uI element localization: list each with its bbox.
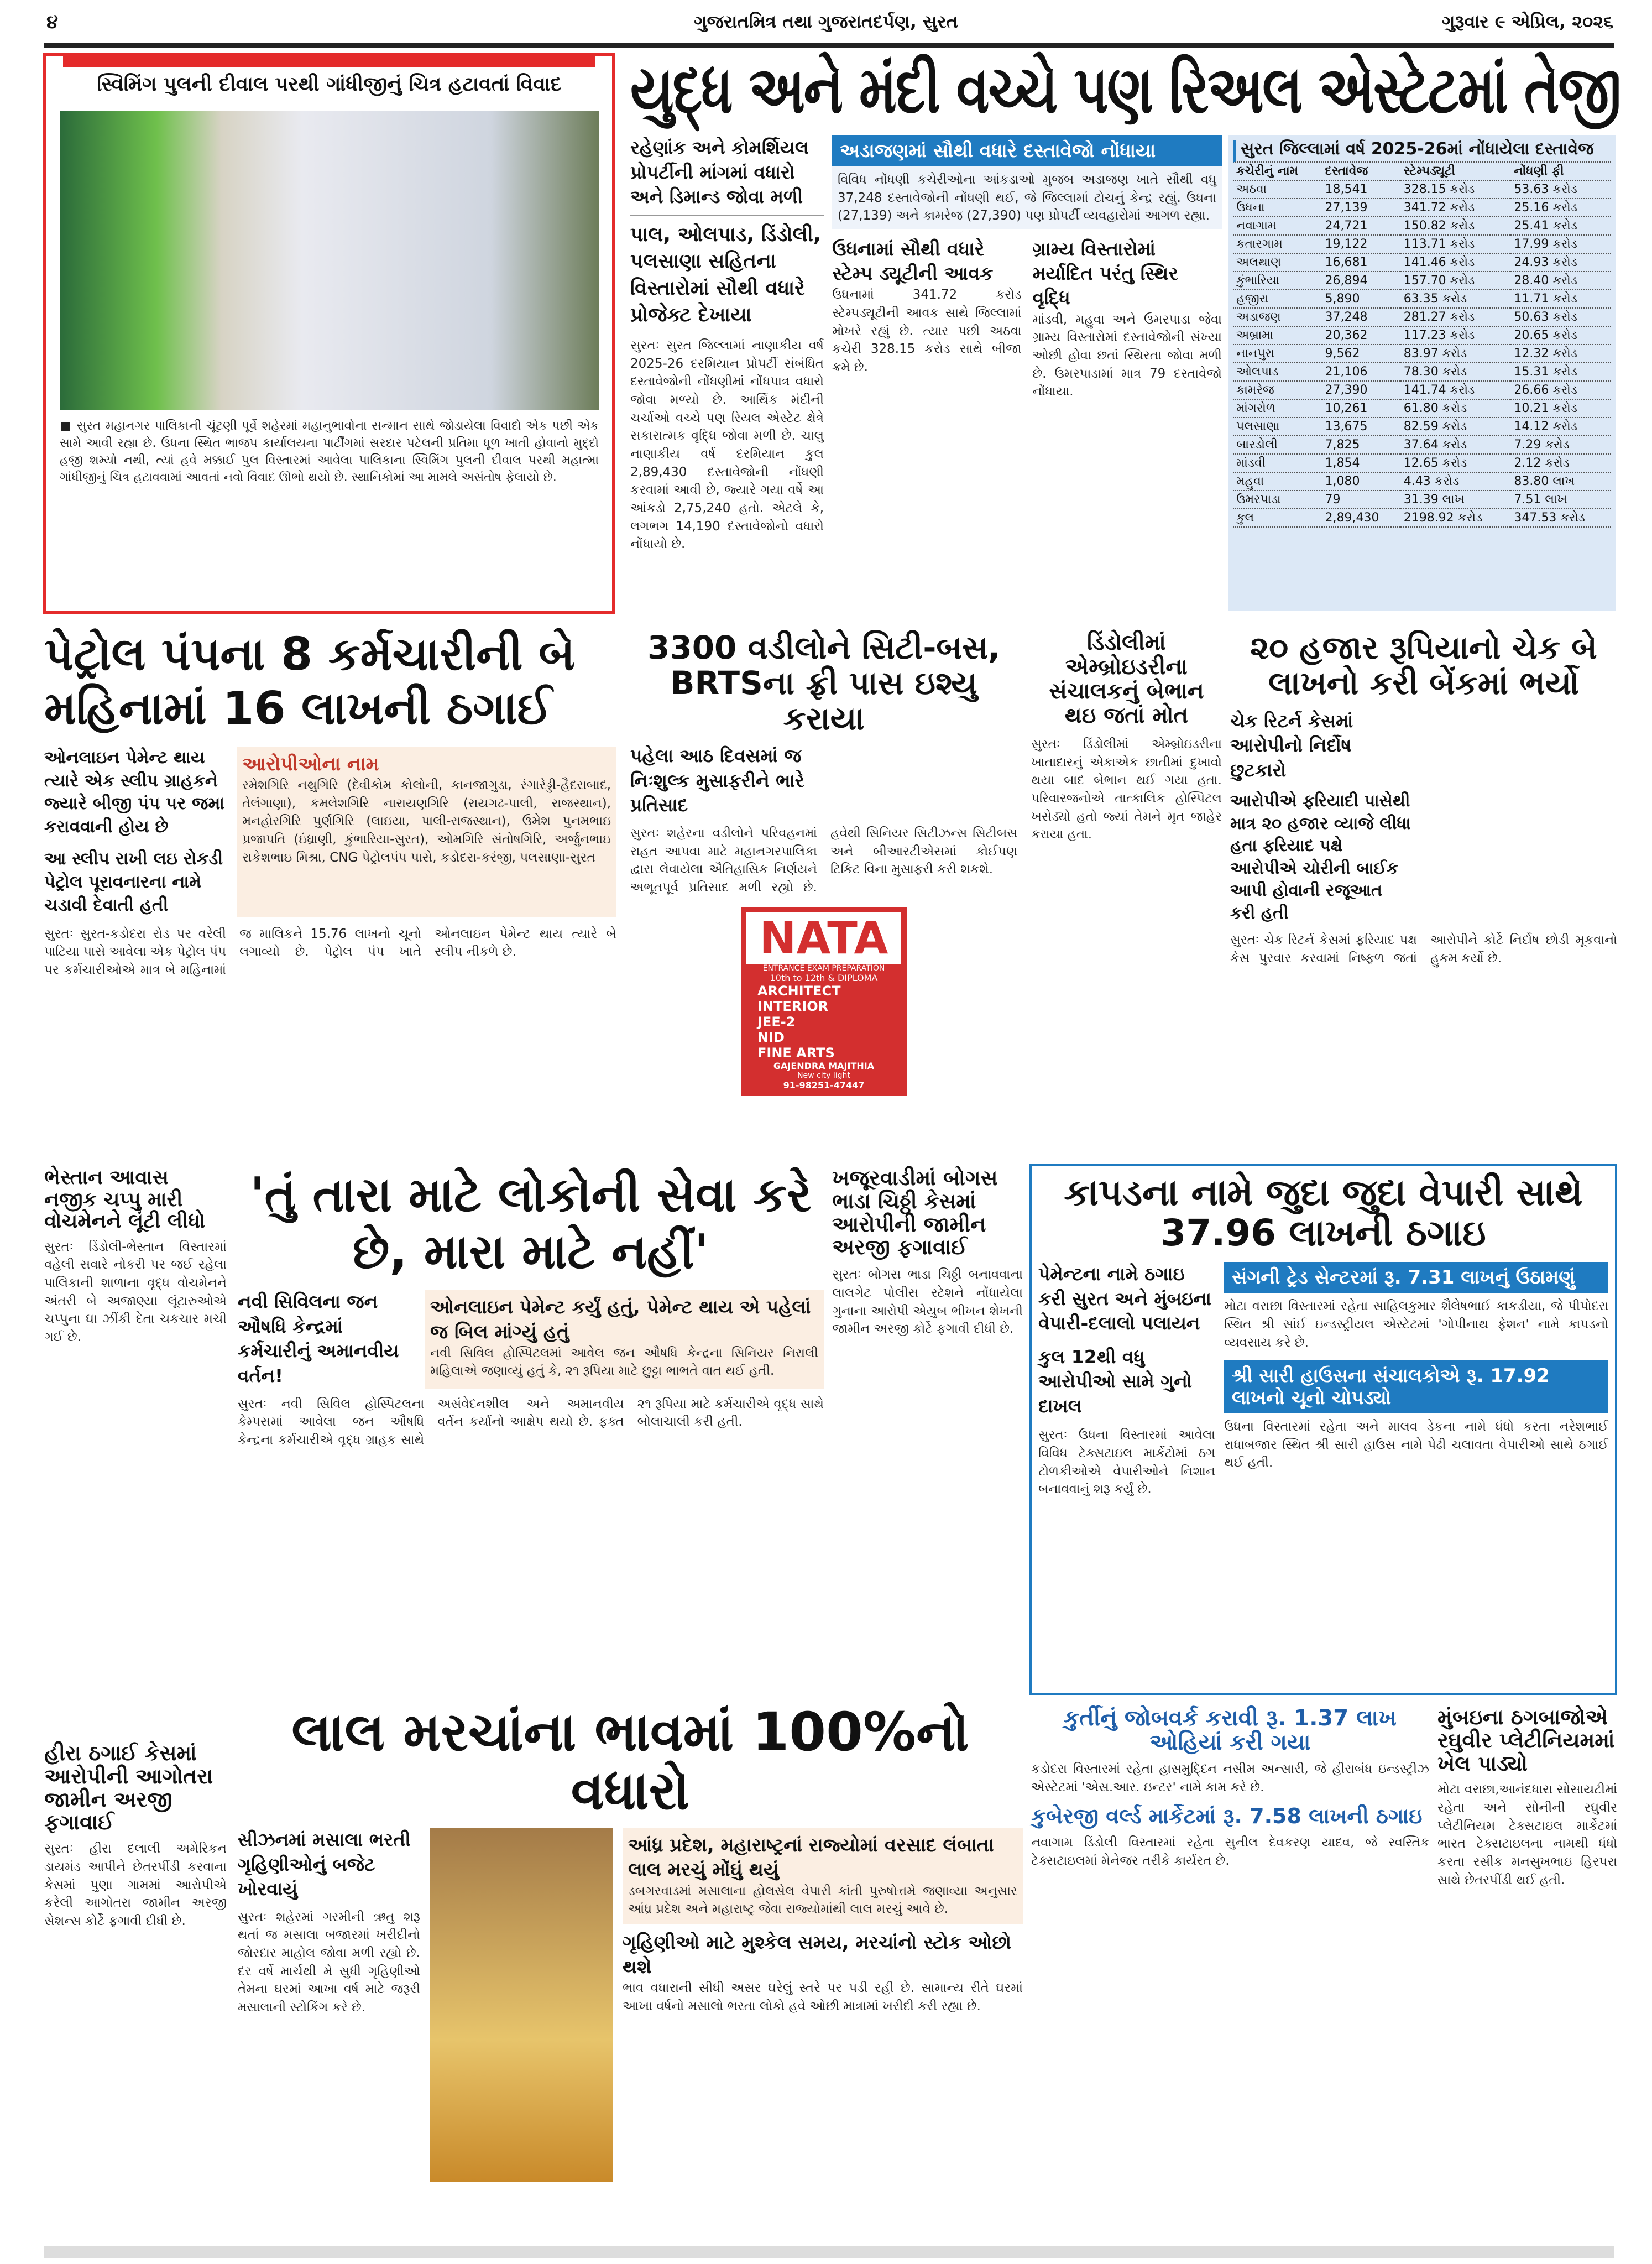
table-header-cell: દસ્તાવેજ [1322,163,1400,180]
table-cell: પલસાણા [1233,418,1322,436]
cheque-body: સુરતઃ ચેક રિટર્ન કેસમાં ફરિયાદ પક્ષ કેસ પુરવાર કરવામાં નિષ્ફળ જતાં આરોપીને કોર્ટે નિર્દોષ છોડી મૂકવાનો હુકમ કર્યો છે. [1230,933,1617,966]
table-cell: 157.70 કરોડ [1400,272,1511,290]
table-cell: કતારગામ [1233,235,1322,253]
lead-intro-column [630,135,824,554]
lead-headline-wrap [630,51,1620,129]
table-cell: હજીરા [1233,290,1322,308]
nata-ad[interactable] [741,907,907,1096]
cheque-intro2: આરોપીએ ફરિયાદી પાસેથી માત્ર ૨૦ હજાર વ્યાજે લીધા હતા ફરિયાદ પક્ષે આરોપીએ ચોરીની બાઈક આપી હોવાની રજૂઆત કરી હતી [1230,791,1411,923]
table-row [1233,436,1611,454]
table-cell: 82.59 કરોડ [1400,418,1511,436]
mumbai-headline: મુંબઇના ઠગબાજોએ રઘુવીર પ્લેટીનિયમમાં ખેલ પાડ્યો [1437,1705,1615,1776]
table-cell: અલથાણ [1233,253,1322,272]
page-number: ૪ [46,11,59,33]
marcha-intro: સીઝનમાં મસાલા ભરતી ગૃહિણીઓનું બજેટ ખોરવાયું [238,1829,411,1900]
table-cell: 281.27 કરોડ [1400,308,1511,326]
lead-headline: યુદ્ધ અને મંદી વચ્ચે પણ રિઅલ એસ્ટેટમાં તેજી [630,51,1620,128]
table-cell: 78.30 કરોડ [1400,363,1511,381]
table-cell: ઉમરપાડા [1233,491,1322,509]
marcha-headline: લાલ મરચાંના ભાવમાં 100%નો વધારો [291,1701,969,1822]
gandhi-body: ■ સુરત મહાનગર પાલિકાની ચૂંટણી પૂર્વે શહેરમાં મહાનુભાવોના સન્માન સાથે જોડાયેલા વિવાદો એક પછી એક સામે આવી રહ્યા છે. ઉધના સ્થિત ભાજપ કાર્યાલયના પાર્ટીંગમાં સરદાર પટેલની પ્રતિમા ધૂળ ખાતી હોવાનો મુદ્દો હજી શમ્યો નથી, ત્યાં હવે મક્કાઈ પુલ વિસ્તારમાં આવેલા પાલિકાના સ્વિમિંગ પુલની દીવાલ પરથી મહાત્મા ગાંધીજીનું ચિત્ર હટાવવામાં આવતાં નવો વિવાદ ઊભો થયો છે. સ્થાનિકોમાં આ મામલે અસંતોષ ફેલાયો છે. [60,419,599,485]
kapad-intro: પેમેન્ટના નામે ઠગાઇ કરી સુરત અને મુંબઇના વેપારી-દલાલો પલાયન [1038,1263,1212,1334]
spice-vendor-photo [430,1828,613,2182]
table-cell: કામરેજ [1233,381,1322,399]
dindoli-headline: ડિંડોલીમાં એમ્બ્રોઇડરીના સંચાલકનું બેભાન થઇ જતાં મોત [1049,630,1204,728]
table-cell: કુલ [1233,509,1322,527]
seva-callout-title: ઓનલાઇન પેમેન્ટ કર્યું હતું, પેમેન્ટ થાય એ પહેલાં જ બિલ માંગ્યું હતું [430,1296,811,1343]
cheque-headline: ૨૦ હજાર રૂપિયાનો ચેક બે લાખનો કરી બેંકમાં ભર્યો [1250,629,1597,702]
table-cell: 25.16 કરોડ [1510,199,1611,217]
table-cell: 347.53 કરોડ [1510,509,1611,527]
table-cell: 24,721 [1322,217,1400,235]
seva-story [238,1167,824,1449]
table-cell: 20.65 કરોડ [1510,326,1611,345]
mumbai-story [1437,1706,1617,1889]
kapad-sub2-body: ઉધના વિસ્તારમાં રહેતા અને માલવ ડેકના નામે ધંધો કરતા નરેશભાઈ રાધાબજાર સ્થિત શ્રી સારી હાઉસ નામે પેઢી ચલાવતા વેપારીઓ સાથે ઠગાઈ થઈ હતી. [1224,1420,1608,1470]
table-cell: 11.71 કરોડ [1510,290,1611,308]
table-row [1233,381,1611,399]
petrol-body: સુરતઃ સુરત-કડોદરા રોડ પર વરેલી પાટિયા પાસે આવેલા એક પેટ્રોલ પંપ પર કર્મચારીઓએ માત્ર બે મહિનામાં જ માલિકને 15.76 લાખનો ચૂનો લગાવ્યો છે. પેટ્રોલ પંપ ખાતે ઓનલાઇન પેમેન્ટ થાય ત્યારે બે સ્લીપ નીકળે છે. [44,926,616,977]
table-cell: 150.82 કરોડ [1400,217,1511,235]
table-cell: 10.21 કરોડ [1510,399,1611,418]
table-cell: 113.71 કરોડ [1400,235,1511,253]
table-cell: 63.35 કરોડ [1400,290,1511,308]
table-row [1233,472,1611,491]
kuberji-headline: કુબેરજી વર્લ્ડ માર્કેટમાં રૂ. 7.58 લાખની ઠગાઇ [1031,1804,1423,1829]
marcha-sub2-title: ગૃહિણીઓ માટે મુશ્કેલ સમય, મરચાંનો સ્ટોક ઓછો થશે [623,1931,1012,1979]
seva-body: સુરતઃ નવી સિવિલ હોસ્પિટલના કેમ્પસમાં આવેલા જન ઔષધિ કેન્દ્રના કર્મચારીએ વૃદ્ધ ગ્રાહક સાથે અસંવેદનશીલ અને અમાનવીય વર્તન કર્યાનો આક્ષેપ થયો છે. ફક્ત ૨૧ રૂપિયા માટે કર્મચારીએ વૃદ્ધ સાથે બોલાચાલી કરી હતી. [238,1396,824,1447]
table-header-cell: સ્ટેમ્પડ્યૂટી [1400,163,1511,180]
table-cell: 25.41 કરોડ [1510,217,1611,235]
nata-footer2: New city light [797,1071,850,1080]
seva-callout-body: નવી સિવિલ હોસ્પિટલમાં આવેલ જન ઔષધિ કેન્દ્રના સિનિયર નિરાલી મહિલાએ જણાવ્યું હતું કે, ૨૧ રૂપિયા માટે છુટ્ટા ભાભતે વાત થઈ હતી. [430,1345,818,1379]
table-header-cell: નોંધણી ફી [1510,163,1611,180]
table-cell: માંડવી [1233,454,1322,472]
table-header-cell: કચેરીનું નામ [1233,163,1322,180]
table-cell: 7.51 લાખ [1510,491,1611,509]
print-color-bar [44,2246,1614,2258]
table-cell: 7,825 [1322,436,1400,454]
table-cell: અઠવા [1233,180,1322,199]
table-cell: 19,122 [1322,235,1400,253]
table-cell: 14.12 કરોડ [1510,418,1611,436]
table-cell: અબ્રામા [1233,326,1322,345]
table-cell: 12.65 કરોડ [1400,454,1511,472]
lead-sub1-body: ઉધનામાં 341.72 કરોડ સ્ટેમ્પડ્યૂટીની આવક સાથે જિલ્લામાં મોખરે રહ્યું છે. ત્યાર પછી અઠવા કચેરી 328.15 કરોડ સાથે બીજા ક્રમે છે. [832,288,1022,374]
table-cell: 7.29 કરોડ [1510,436,1611,454]
table-cell: 21,106 [1322,363,1400,381]
kapad-body: સુરતઃ ઉધના વિસ્તારમાં આવેલા વિવિધ ટેક્સટાઇલ માર્કેટોમાં ઠગ ટોળકીઓએ વેપારીઓને નિશાન બનાવવાનું શરૂ કર્યું છે. [1038,1428,1215,1497]
gandhi-story [43,53,615,614]
table-cell: 31.39 લાખ [1400,491,1511,509]
table-cell: 16,681 [1322,253,1400,272]
lead-sub2-body: માંડવી, મહુવા અને ઉમરપાડા જેવા ગ્રામ્ય વિસ્તારોમાં દસ્તાવેજોની સંખ્યા ઓછી હોવા છતાં સ્થિરતા જોવા મળી છે. ઉમરપાડામાં માત્ર 79 દસ્તાવેજો નોંધાયા. [1032,312,1222,399]
table-cell: 2.12 કરોડ [1510,454,1611,472]
kapad-sub1-title: સંગની ટ્રેડ સેન્ટરમાં રૂ. 7.31 લાખનું ઉઠામણું [1224,1262,1608,1293]
table-cell: 141.74 કરોડ [1400,381,1511,399]
dindoli-story [1031,630,1222,844]
table-cell: 12.32 કરોડ [1510,345,1611,363]
table-cell: 1,080 [1322,472,1400,491]
nata-item: JEE-2 [757,1014,796,1030]
hira-headline: હીરા ઠગાઈ કેસમાં આરોપીની આગોતરા જામીન અરજી ફગાવાઈ [44,1741,213,1835]
khajur-body: સુરતઃ બોગસ ભાડા ચિઠ્ઠી બનાવવાના લાલગેટ પોલીસ સ્ટેશને નોંધાયેલા ગુનાના આરોપી એયુબ ભીખન શેખની જામીન અરજી કોર્ટે ફગાવી દીધી છે. [832,1267,1023,1337]
mumbai-body: મોટા વરાછા,આનંદધારા સોસાયટીમાં રહેતા અને સોનીની રઘુવીર પ્લેટીનિયમ ટેક્સટાઇલ માર્કેટમાં ભારત ટેક્સટાઇલના નામથી ધંધો કરતા રસીક મનસુખભાઇ હિરપરા સાથે છેતરપીંડી થઈ હતી. [1437,1782,1617,1887]
nata-item: ARCHITECT [757,983,841,999]
nata-line1: ENTRANCE EXAM PREPARATION [762,963,885,973]
table-row [1233,509,1611,527]
city-bus-intro: પહેલા આઠ દિવસમાં જ નિઃશુલ્ક મુસાફરીને ભારે પ્રતિસાદ [630,745,804,816]
table-cell: 10,261 [1322,399,1400,418]
nata-item: INTERIOR [757,998,829,1014]
table-row [1233,199,1611,217]
table-cell: 17.99 કરોડ [1510,235,1611,253]
registration-table [1233,163,1611,528]
table-row [1233,272,1611,290]
seva-intro: નવી સિવિલના જન ઔષધિ કેન્દ્રમાં કર્મચારીનું અમાનવીય વર્તન! [238,1291,399,1387]
lead-box-title: અડાજણમાં સૌથી વધારે દસ્તાવેજો નોંધાયા [832,135,1222,166]
jobwork-story [1031,1706,1429,1870]
city-bus-story [630,630,1017,1096]
table-row [1233,180,1611,199]
table-cell: 83.80 લાખ [1510,472,1611,491]
table-cell: 26,894 [1322,272,1400,290]
marcha-story [238,1703,1023,2182]
lead-box-body: વિવિધ નોંધણી કચેરીઓના આંકડાઓ મુજબ અડાજણ ખાતે સૌથી વધુ 37,248 દસ્તાવેજોની નોંધણી થઈ, જે જિલ્લામાં ટોચનું કેન્દ્ર રહ્યું. ઉધના (27,139) અને કામરેજ (27,390) પણ પ્રોપર્ટી વ્યવહારોમાં આગળ રહ્યા. [832,166,1222,229]
table-cell: 37,248 [1322,308,1400,326]
seva-headline: 'તું તારા માટે લોકોની સેવા કરે છે, મારા માટે નહીં' [250,1167,812,1280]
table-cell: 1,854 [1322,454,1400,472]
city-bus-headline: 3300 વડીલોને સિટી-બસ, BRTSના ફ્રી પાસ ઇશ્યુ કરાયા [647,629,1001,737]
jobwork-body: કડોદરા વિસ્તારમાં રહેતા હાસમુદ્દિન નસીમ અન્સારી, જે હીરાબંધ ઇન્ડસ્ટ્રીઝ એસ્ટેટમાં 'એસ.આર. ઇન્ટર' નામે કામ કરે છે. [1031,1762,1429,1794]
bhestan-headline: ભેસ્તાન આવાસ નજીક ચપ્પુ મારી વોચમેનને લૂંટી લીધો [44,1166,205,1233]
table-cell: અડાજણ [1233,308,1322,326]
lead-intro: રહેણાંક અને કોમર્શિયલ પ્રોપર્ટીની માંગમાં વધારો અને ડિમાન્ડ જોવા મળી [630,137,809,208]
table-cell: 50.63 કરોડ [1510,308,1611,326]
nata-item: NID [757,1029,785,1045]
bhestan-body: સુરતઃ ડિંડોલી-ભેસ્તાન વિસ્તારમાં વહેલી સવારે નોકરી પર જઈ રહેલા પાલિકાની શાળાના વૃદ્ધ વોચમેનને અંતરી બે અજાણ્યા લૂંટારુઓએ ચપ્પુના ઘા ઝીંકી દેતા ચકચાર મચી ગઈ છે. [44,1239,227,1345]
table-row [1233,235,1611,253]
table-title: સુરત જિલ્લામાં વર્ષ 2025-26માં નોંધાયેલા દસ્તાવેજ [1233,140,1611,163]
table-row [1233,363,1611,381]
table-cell: નાનપુરા [1233,345,1322,363]
kapad-story [1029,1164,1617,1695]
petrol-story [44,628,616,979]
table-row [1233,217,1611,235]
table-cell: 13,675 [1322,418,1400,436]
nata-phone: 91-98251-47447 [783,1079,865,1091]
table-row [1233,326,1611,345]
cheque-intro: ચેક રિટર્ન કેસમાં આરોપીનો નિર્દોષ છુટકારો [1230,710,1353,781]
table-cell: 4.43 કરોડ [1400,472,1511,491]
kapad-sub1-body: મોટા વરાછા વિસ્તારમાં રહેતા સાહિલકુમાર શૈલેષભાઈ કાકડીયા, જે પીપોદરા સ્થિત શ્રી સાંઈ ઇન્ડસ્ટ્રીયલ એસ્ટેટમાં 'ગોપીનાથ ફેશન' નામે કાપડનો વ્યવસાય કરે છે. [1224,1299,1608,1350]
table-row [1233,308,1611,326]
table-cell: 18,541 [1322,180,1400,199]
kapad-sub2-title: શ્રી સારી હાઉસના સંચાલકોએ રૂ. 17.92 લાખનો ચૂનો ચોપડ્યો [1224,1360,1608,1413]
masthead-rule [44,43,1614,48]
table-cell: 2,89,430 [1322,509,1400,527]
table-cell: 341.72 કરોડ [1400,199,1511,217]
lead-intro2: પાલ, ઓલપાડ, ડિંડોલી, પલસાણા સહિતના વિસ્તારોમાં સૌથી વધારે પ્રોજેક્ટ દેખાયા [630,223,821,327]
table-row [1233,290,1611,308]
table-row [1233,491,1611,509]
marcha-sub1-body: ડબગરવાડમાં મસાલાના હોલસેલ વેપારી કાંતી પુરુષોત્તમે જણાવ્યા અનુસાર આંધ્ર પ્રદેશ અને મહારાષ્ટ્ર જેવા રાજ્યોમાંથી લાલ મરચું આવે છે. [628,1884,1017,1917]
gandhi-red-band [63,56,595,67]
marcha-sub2-body: ભાવ વધારાની સીધી અસર ઘરેલું સ્તરે પર પડી રહી છે. સામાન્ય રીતે ઘરમાં આખા વર્ષનો મસાલો ભરતા લોકો હવે ઓછી માત્રામાં ખરીદી કરી રહ્યા છે. [623,1981,1023,2013]
table-cell: 141.46 કરોડ [1400,253,1511,272]
lead-sub2-title: ગ્રામ્ય વિસ્તારોમાં મર્યાદિત પરંતુ સ્થિર વૃદ્ધિ [1032,238,1178,310]
marcha-body: સુરતઃ શહેરમાં ગરમીની ઋતુ શરૂ થતાં જ મસાલા બજારમાં ખરીદીનો જોરદાર માહોલ જોવા મળી રહ્યો છે. દર વર્ષે માર્ચથી મે સુધી ગૃહિણીઓ તેમના ઘરમાં આખા વર્ષ માટે જરૂરી મસાલાની સ્ટોકિંગ કરે છે. [238,1910,420,2015]
marcha-sub1-title: આંધ્ર પ્રદેશ, મહારાષ્ટ્રનાં રાજ્યોમાં વરસાદ લંબાતા લાલ મરચું મોંઘું થયું [628,1834,994,1881]
table-cell: ઉધના [1233,199,1322,217]
table-cell: ઓલપાડ [1233,363,1322,381]
cheque-story [1230,630,1617,968]
table-cell: 15.31 કરોડ [1510,363,1611,381]
accused-title: આરોપીઓના નામ [242,753,379,775]
petrol-intro2: આ સ્લીપ રાખી લઇ રોકડી પેટ્રોલ પૂરાવનારના નામે ચડાવી દેવાતી હતી [44,849,223,915]
table-cell: 79 [1322,491,1400,509]
table-cell: માંગરોળ [1233,399,1322,418]
table-cell: 27,139 [1322,199,1400,217]
dindoli-body: સુરતઃ ડિંડોલીમાં એમ્બ્રોઇડરીના ખાતાદારનું એકાએક છાતીમાં દુખાવો થયા બાદ બેભાન થઈ ગયા હતા. પરિવારજનોએ તાત્કાલિક હોસ્પિટલ ખસેડ્યો હતો જ્યાં તેમને મૃત જાહેર કરાયા હતા. [1031,737,1222,842]
kapad-intro2: કુલ 12થી વધુ આરોપીઓ સામે ગુનો દાખલ [1038,1345,1193,1417]
hira-story [44,1742,227,1930]
table-row [1233,399,1611,418]
table-cell: 328.15 કરોડ [1400,180,1511,199]
gandhi-headline: સ્વિમિંગ પુલની દીવાલ પરથી ગાંધીજીનું ચિત્ર હટાવતાં વિવાદ [66,71,592,98]
table-cell: બારડોલી [1233,436,1322,454]
nata-footer: GAJENDRA MAJITHIA [773,1060,875,1071]
lead-body: સુરતઃ સુરત જિલ્લામાં નાણાકીય વર્ષ 2025-26 દરમિયાન પ્રોપર્ટી સંબંધિત દસ્તાવેજોની નોંધણીમાં નોંધપાત્ર વધારો જોવા મળ્યો છે. આર્થિક મંદીની ચર્ચાઓ વચ્ચે પણ રિયલ એસ્ટેટ ક્ષેત્રે સકારાત્મક વૃદ્ધિ જોવા મળી છે. ચાલુ નાણાકીય વર્ષ દરમિયાન કુલ 2,89,430 દસ્તાવેજોની નોંધણી કરવામાં આવી છે, જ્યારે ગયા વર્ષે આ આંકડો 2,75,240 હતો. એટલે કે, લગભગ 14,190 દસ્તાવેજોનો વધારો નોંધાયો છે. [630,338,824,552]
petrol-intro: ઓનલાઇન પેમેન્ટ થાય ત્યારે એક સ્લીપ ગ્રાહકને જ્યારે બીજી પંપ પર જમા કરાવવાની હોય છે [44,747,224,837]
nata-brand: NATA [746,912,901,964]
lead-box [832,135,1222,401]
table-row [1233,345,1611,363]
table-cell: નવાગામ [1233,217,1322,235]
bhestan-story [44,1167,227,1347]
table-row [1233,418,1611,436]
table-cell: કુંભારિયા [1233,272,1322,290]
table-row [1233,454,1611,472]
khajur-story [832,1167,1023,1338]
gandhi-mural-photo [60,111,599,410]
table-cell: 61.80 કરોડ [1400,399,1511,418]
table-cell: 117.23 કરોડ [1400,326,1511,345]
newspaper-name: ગુજરાતમિત્ર તથા ગુજરાતદર્પણ, સુરત [694,11,958,32]
table-cell: 27,390 [1322,381,1400,399]
kuberji-body: નવાગામ ડિંડોલી વિસ્તારમાં રહેતા સુનીલ દેવકરણ યાદવ, જે સ્વસ્તિક ટેક્સટાઇલમાં મેનેજર તરીકે કાર્યરત છે. [1031,1835,1429,1868]
table-cell: મહુવા [1233,472,1322,491]
petrol-headline: પેટ્રોલ પંપના 8 કર્મચારીની બે મહિનામાં 16 લાખની ઠગાઈ [44,628,576,735]
table-cell: 37.64 કરોડ [1400,436,1511,454]
khajur-headline: ખજૂરવાડીમાં બોગસ ભાડા ચિઠ્ઠી કેસમાં આરોપીની જામીન અરજી ફગાવાઈ [832,1166,998,1260]
issue-date: ગુરૂવાર ૯ એપ્રિલ, ૨૦૨૬ [1442,11,1613,32]
table-cell: 9,562 [1322,345,1400,363]
lead-sub1-title: ઉધનામાં સૌથી વધારે સ્ટેમ્પ ડ્યૂટીની આવક [832,238,994,285]
table-cell: 2198.92 કરોડ [1400,509,1511,527]
nata-line2: 10th to 12th & DIPLOMA [770,972,878,983]
table-cell: 26.66 કરોડ [1510,381,1611,399]
table-cell: 83.97 કરોડ [1400,345,1511,363]
table-cell: 24.93 કરોડ [1510,253,1611,272]
hira-body: સુરતઃ હીરા દલાલી અમેરિકન ડાયમંડ આપીને છેતરપીંડી કરવાના કેસમાં પુણા ગામમાં આરોપીએ કરેલી આગોતરા જામીન અરજી સેશન્સ કોર્ટે ફગાવી દીધી છે. [44,1842,227,1928]
city-bus-body: સુરતઃ શહેરના વડીલોને પરિવહનમાં રાહત આપવા માટે મહાનગરપાલિકા દ્વારા લેવાયેલા ઐતિહાસિક નિર્ણયને અભૂતપૂર્વ પ્રતિસાદ મળી રહ્યો છે. હવેથી સિનિયર સિટીઝન્સ સિટીબસ અને બીઆરટીએસમાં કોઈપણ ટિકિટ વિના મુસાફરી કરી શકશે. [630,826,1017,895]
table-cell: 20,362 [1322,326,1400,345]
kapad-headline: કાપડના નામે જુદા જુદા વેપારી સાથે 37.96 લાખની ઠગાઇ [1064,1171,1583,1254]
jobwork-headline: કુર્તીનું જોબવર્ક કરાવી રૂ. 1.37 લાખ ઓહિયાં કરી ગયા [1064,1705,1397,1755]
registration-table-box [1228,135,1616,611]
table-cell: 28.40 કરોડ [1510,272,1611,290]
table-row [1233,253,1611,272]
table-cell: 53.63 કરોડ [1510,180,1611,199]
table-cell: 5,890 [1322,290,1400,308]
nata-item: FINE ARTS [757,1045,835,1061]
accused-list: રમેશગિરિ નથુગિરિ (દેવીકોમ કોલોની, કાનજાગુડા, રંગારેડ્ડી-હૈદરાબાદ, તેલંગાણા), કમલેશગિરિ નારાયણગિરિ (રાયગઢ-પાલી, રાજસ્થાન), મનહોરગિરિ પુર્ણગિરિ (લાઇયા, પાલી-રાજસ્થાન), ઉમેશ પુનમભાઇ પ્રજાપતિ (ઇંધ્રાણી, કુંભારિયા-સુરત), ઓમગિરિ સંતોષગિરિ, અર્જુનભાઇ રાકેશભાઇ મિશ્રા, CNG પેટ્રોલપંપ પાસે, કડોદરા-કરંજી, પલસાણા-સુરત [242,778,611,865]
table-header-row [1233,163,1611,180]
